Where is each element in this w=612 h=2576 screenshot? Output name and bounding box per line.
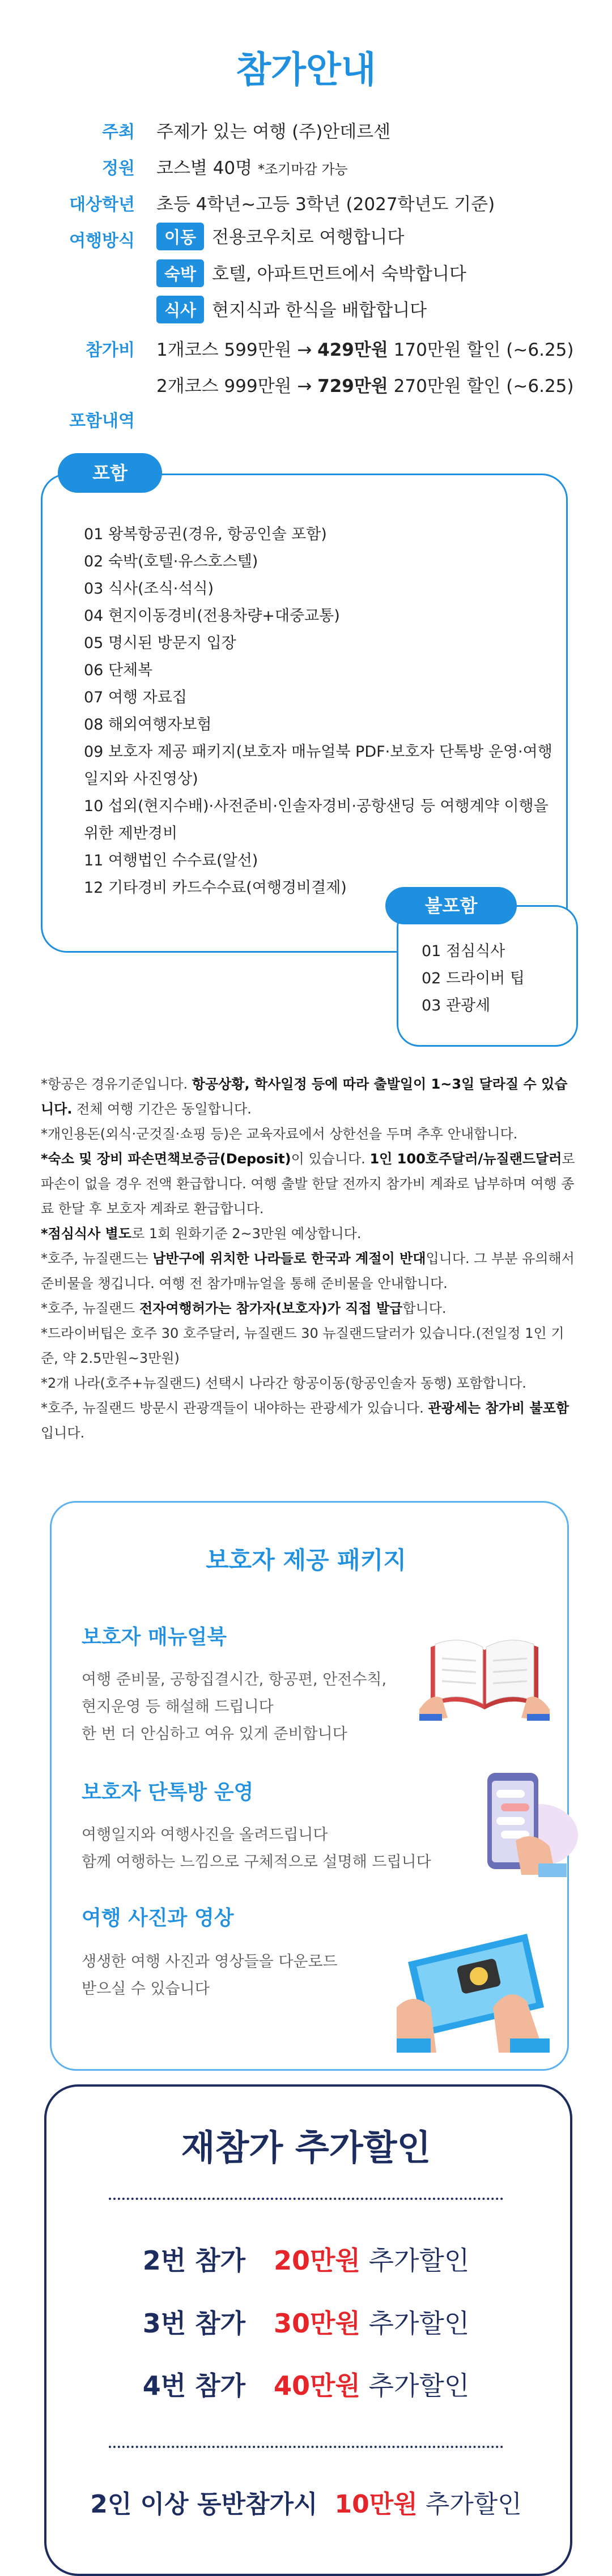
photo-line: 생생한 여행 사진과 영상들을 다운로드 bbox=[82, 1953, 338, 1971]
list-item: 06 단체복 bbox=[84, 662, 153, 679]
note-text: *호주, 뉴질랜드는 bbox=[41, 1251, 153, 1266]
method-text-meal: 현지식과 한식을 배합합니다 bbox=[212, 300, 427, 321]
note-item bbox=[41, 1321, 579, 1371]
list-item: 03 관광세 bbox=[422, 997, 491, 1014]
list-item: 05 명시된 방문지 입장 bbox=[84, 634, 236, 652]
list-item: 07 여행 자료집 bbox=[84, 689, 187, 706]
note-text: *2개 나라(호주+뉴질랜드) 선택시 나라간 항공이동(항공인솔자 동행) 포함합니다. bbox=[41, 1375, 526, 1391]
note-item bbox=[41, 1221, 579, 1246]
note-item bbox=[41, 1246, 579, 1296]
fee-course-2: 2개코스 999만원 → bbox=[156, 376, 318, 396]
rejoin-count: 3번 참가 bbox=[142, 2308, 246, 2339]
host-text: 주제가 있는 여행 (주)안데르센 bbox=[156, 122, 391, 142]
rejoin-count: 2번 참가 bbox=[142, 2245, 246, 2276]
manual-line: 여행 준비물, 공항집결시간, 항공편, 안전수칙, bbox=[82, 1671, 387, 1688]
note-text: *호주, 뉴질랜드 방문시 관광객들이 내야하는 관광세가 있습니다. bbox=[41, 1400, 428, 1416]
photo-line: 받으실 수 있습니다 bbox=[82, 1980, 210, 1998]
note-text: 로 1회 원화기준 2~3만원 예상합니다. bbox=[131, 1226, 362, 1242]
included-list bbox=[84, 521, 554, 902]
grade-label: 대상학년 bbox=[69, 195, 135, 215]
method-text-move: 전용코우치로 여행합니다 bbox=[212, 227, 405, 248]
note-item bbox=[41, 1072, 579, 1121]
note-text: 입니다. 그 부분 유의해서 준비물을 챙깁니다. 여행 전 참가매뉴얼을 통해 준비물을 안내합니다. bbox=[41, 1251, 575, 1291]
note-emphasis: 항공상황, 학사일정 등에 따라 출발일이 1~3일 달라질 수 있습니다. bbox=[41, 1076, 568, 1117]
chat-line: 함께 여행하는 느낌으로 구체적으로 설명해 드립니다 bbox=[82, 1853, 431, 1871]
host-label: 주최 bbox=[102, 122, 135, 142]
method-badge-move: 이동 bbox=[156, 223, 204, 250]
note-emphasis: 1인 100호주달러/뉴질랜드달러 bbox=[369, 1151, 562, 1167]
note-item bbox=[41, 1396, 579, 1445]
capacity-row bbox=[156, 153, 348, 179]
fee-price-2: 729만원 bbox=[317, 376, 388, 396]
package-title: 보호자 제공 패키지 bbox=[206, 1546, 406, 1574]
fee-discount-1: 170만원 할인 (~6.25) bbox=[388, 340, 574, 360]
companion-count: 2인 이상 동반참가시 bbox=[90, 2490, 318, 2519]
note-emphasis: *숙소 및 장비 파손면책보증금(Deposit) bbox=[41, 1151, 291, 1167]
method-label: 여행방식 bbox=[69, 231, 135, 251]
companion-row bbox=[0, 2484, 612, 2520]
fee-label: 참가비 bbox=[86, 340, 135, 360]
includes-label: 포함내역 bbox=[69, 411, 135, 431]
note-text: 전체 여행 기간은 동일합니다. bbox=[72, 1101, 252, 1117]
list-item: 위한 제반경비 bbox=[84, 825, 178, 842]
notes-section bbox=[41, 1072, 579, 1445]
note-text: *항공은 경유기준입니다. bbox=[41, 1076, 192, 1092]
divider-bottom bbox=[109, 2446, 503, 2448]
list-item: 11 여행법인 수수료(알선) bbox=[84, 852, 258, 869]
included-pill: 포함 bbox=[58, 453, 162, 493]
rejoin-amount: 20만원 bbox=[274, 2245, 360, 2276]
method-row-meal bbox=[156, 296, 427, 323]
capacity-note: *조기마감 가능 bbox=[257, 161, 348, 177]
fee-row-1 bbox=[156, 335, 573, 361]
excluded-list bbox=[422, 938, 569, 1020]
note-item bbox=[41, 1146, 579, 1221]
note-item bbox=[41, 1296, 579, 1321]
chat-heading: 보호자 단톡방 운영 bbox=[82, 1781, 254, 1804]
chat-text bbox=[82, 1822, 478, 1876]
rejoin-row-2 bbox=[0, 2240, 612, 2278]
note-text: 이 있습니다. bbox=[291, 1151, 370, 1167]
rejoin-suffix: 추가할인 bbox=[360, 2308, 470, 2339]
list-item: 02 숙박(호텔·유스호스텔) bbox=[84, 553, 258, 570]
list-item: 09 보호자 제공 패키지(보호자 매뉴얼북 PDF·보호자 단톡방 운영·여행 bbox=[84, 743, 552, 761]
companion-suffix: 추가할인 bbox=[417, 2490, 522, 2519]
manual-heading: 보호자 매뉴얼북 bbox=[82, 1626, 227, 1649]
note-text: *드라이버팁은 호주 30 호주달러, 뉴질랜드 30 뉴질랜드달러가 있습니다.(전일정 1인 기준, 약 2.5만원~3만원) bbox=[41, 1325, 564, 1366]
note-emphasis: 관광세는 참가비 불포함 bbox=[428, 1400, 570, 1416]
method-row-move bbox=[156, 223, 404, 250]
method-badge-stay: 숙박 bbox=[156, 259, 204, 287]
capacity-text: 코스별 40명 bbox=[156, 158, 253, 178]
fee-course-1: 1개코스 599만원 → bbox=[156, 340, 318, 360]
list-item: 일지와 사진영상) bbox=[84, 770, 198, 788]
chat-line: 여행일지와 여행사진을 올려드립니다 bbox=[82, 1826, 328, 1844]
note-text: *개인용돈(외식·군것질·쇼핑 등)은 교육자료에서 상한선을 두며 추후 안내합니다. bbox=[41, 1126, 518, 1142]
note-text: 로 파손이 없을 경우 전액 환급합니다. 여행 출발 한달 전까지 참가비 계좌로 납부하며 여행 종료 한달 후 보호자 계좌로 환급합니다. bbox=[41, 1151, 575, 1217]
method-row-stay bbox=[156, 259, 466, 287]
rejoin-suffix: 추가할인 bbox=[360, 2370, 470, 2401]
camera-phone-icon bbox=[397, 1922, 561, 2053]
list-item: 03 식사(조식·석식) bbox=[84, 580, 214, 598]
phone-chat-icon bbox=[465, 1767, 578, 1880]
note-emphasis: 전자여행허가는 참가자(보호자)가 직접 발급 bbox=[139, 1300, 403, 1316]
grade-text: 초등 4학년~고등 3학년 (2027학년도 기준) bbox=[156, 194, 495, 215]
rejoin-suffix: 추가할인 bbox=[360, 2245, 470, 2276]
excluded-pill: 불포함 bbox=[385, 887, 517, 924]
page-title: 참가안내 bbox=[236, 49, 376, 91]
fee-row-2 bbox=[156, 372, 573, 397]
rejoin-amount: 30만원 bbox=[274, 2308, 360, 2339]
note-item bbox=[41, 1371, 579, 1396]
rejoin-count: 4번 참가 bbox=[142, 2370, 246, 2401]
fee-price-1: 429만원 bbox=[317, 340, 388, 360]
fee-discount-2: 270만원 할인 (~6.25) bbox=[388, 376, 574, 396]
note-text: *호주, 뉴질랜드 bbox=[41, 1300, 139, 1316]
method-text-stay: 호텔, 아파트먼트에서 숙박합니다 bbox=[212, 264, 466, 284]
rejoin-amount: 40만원 bbox=[274, 2370, 360, 2401]
rejoin-row-4 bbox=[0, 2365, 612, 2403]
list-item: 12 기타경비 카드수수료(여행경비결제) bbox=[84, 879, 347, 897]
rejoin-title: 재참가 추가할인 bbox=[181, 2127, 431, 2168]
companion-amount: 10만원 bbox=[334, 2490, 418, 2519]
method-badge-meal: 식사 bbox=[156, 296, 204, 323]
list-item: 08 해외여행자보험 bbox=[84, 716, 212, 733]
note-text: 입니다. bbox=[41, 1425, 85, 1441]
book-hands-icon bbox=[419, 1624, 550, 1721]
note-emphasis: *점심식사 별도 bbox=[41, 1226, 132, 1242]
manual-text bbox=[82, 1666, 433, 1748]
note-emphasis: 남반구에 위치한 나라들로 한국과 계절이 반대 bbox=[152, 1251, 426, 1266]
manual-line: 한 번 더 안심하고 여유 있게 준비합니다 bbox=[82, 1725, 347, 1743]
list-item: 04 현지이동경비(전용차량+대중교통) bbox=[84, 607, 340, 625]
photo-text bbox=[82, 1948, 376, 2003]
list-item: 01 왕복항공권(경유, 항공인솔 포함) bbox=[84, 526, 327, 543]
note-text: 합니다. bbox=[402, 1300, 447, 1316]
rejoin-row-3 bbox=[0, 2303, 612, 2340]
list-item: 01 점심식사 bbox=[422, 942, 505, 960]
list-item: 02 드라이버 팁 bbox=[422, 970, 525, 987]
manual-line: 현지운영 등 해설해 드립니다 bbox=[82, 1698, 274, 1716]
note-item bbox=[41, 1121, 579, 1146]
list-item: 10 섭외(현지수배)·사전준비·인솔자경비·공항샌딩 등 여행계약 이행을 bbox=[84, 797, 549, 815]
photo-heading: 여행 사진과 영상 bbox=[82, 1907, 234, 1930]
divider-top bbox=[109, 2198, 503, 2200]
capacity-label: 정원 bbox=[102, 159, 135, 178]
